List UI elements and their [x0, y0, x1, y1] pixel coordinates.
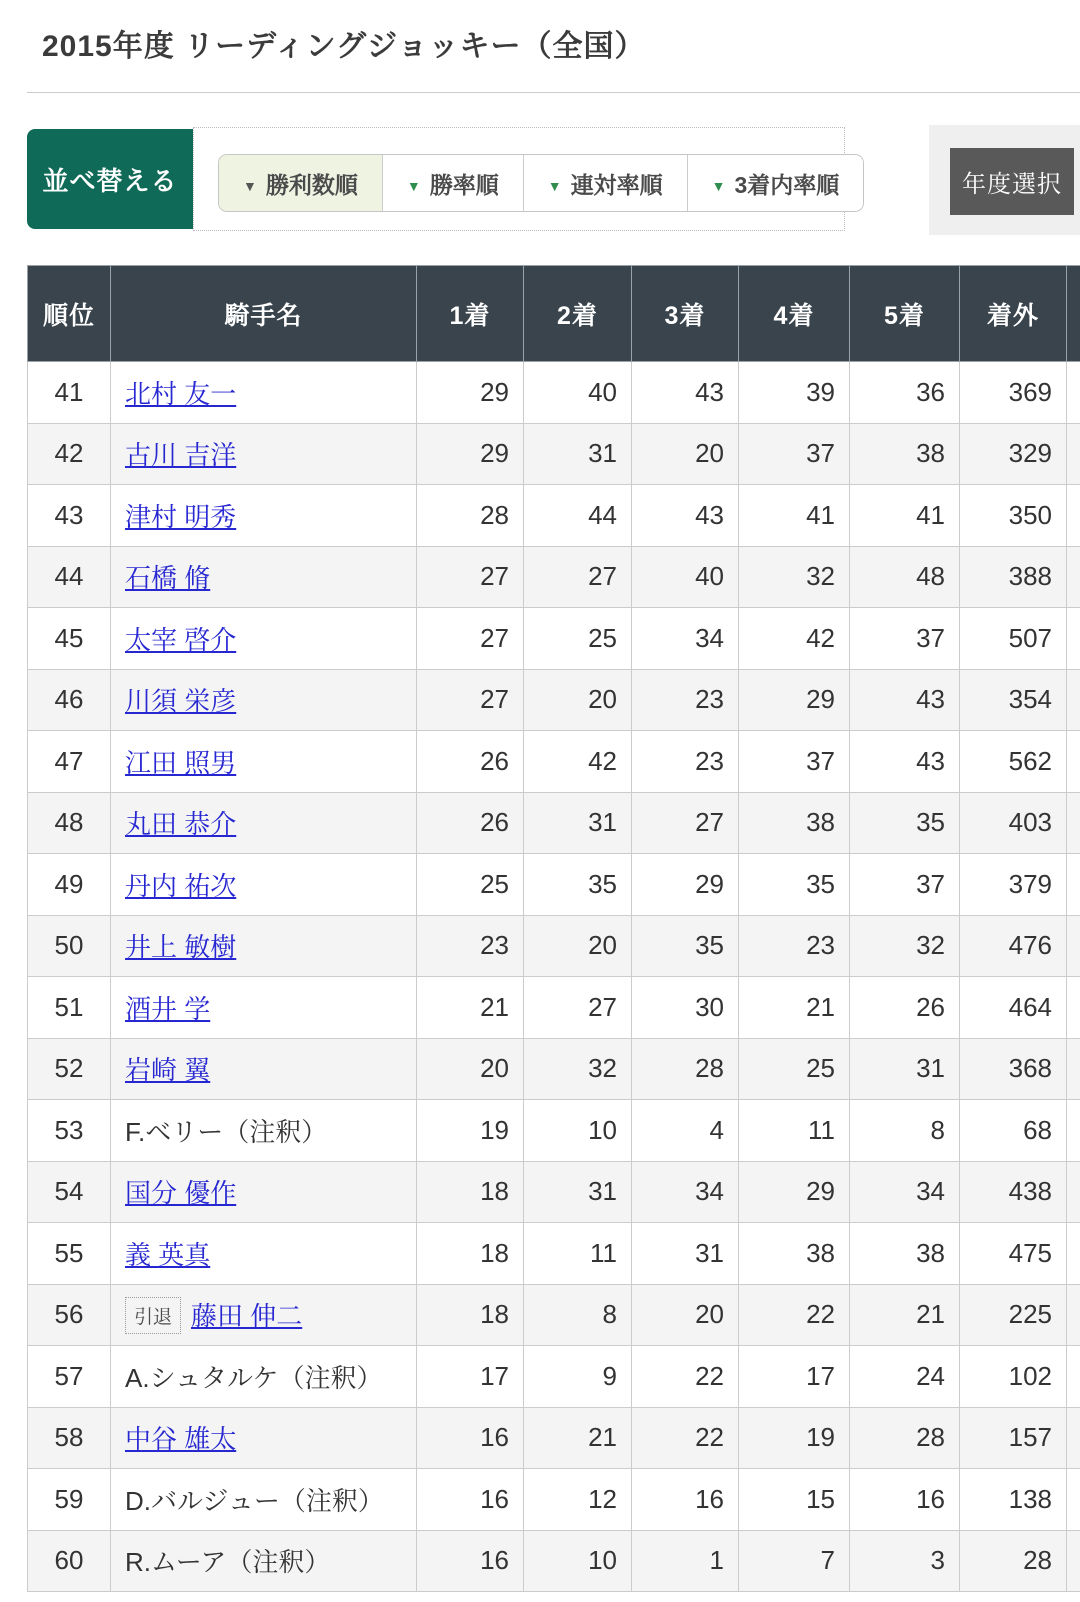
- stat-cell: 22: [632, 1346, 739, 1408]
- jockey-link[interactable]: 津村 明秀: [125, 501, 237, 532]
- stat-cell: 23: [739, 915, 850, 977]
- stat-cell: 23: [632, 731, 739, 793]
- stat-cell: 15: [739, 1469, 850, 1531]
- sort-button-win-rate[interactable]: [382, 155, 523, 211]
- cutoff-cell: [1067, 792, 1080, 854]
- table-row: [28, 1100, 1080, 1162]
- jockey-link[interactable]: 石橋 脩: [125, 563, 211, 594]
- table-row: [28, 485, 1080, 547]
- sort-button-show-rate[interactable]: [687, 155, 864, 211]
- stat-cell: 41: [850, 485, 960, 547]
- stat-cell: 26: [417, 731, 524, 793]
- jockey-link[interactable]: 古川 吉洋: [125, 440, 237, 471]
- stat-cell: 29: [739, 1161, 850, 1223]
- table-row: [28, 362, 1080, 424]
- sort-button-label: 連対率順: [570, 171, 663, 198]
- stat-cell: 30: [632, 977, 739, 1039]
- stat-cell: 12: [524, 1469, 632, 1531]
- jockey-name-cell: [111, 669, 417, 731]
- stat-cell: 32: [524, 1038, 632, 1100]
- table-row: [28, 1346, 1080, 1408]
- sort-button-label: 勝率順: [429, 171, 499, 198]
- cutoff-cell: [1067, 854, 1080, 916]
- stat-cell: 26: [850, 977, 960, 1039]
- jockey-link[interactable]: 国分 優作: [125, 1178, 237, 1209]
- stat-cell: 354: [960, 669, 1067, 731]
- stat-cell: 40: [632, 546, 739, 608]
- stat-cell: 225: [960, 1284, 1067, 1346]
- table-row: [28, 1530, 1080, 1592]
- stat-cell: 38: [850, 423, 960, 485]
- stat-cell: 42: [739, 608, 850, 670]
- stat-cell: 157: [960, 1407, 1067, 1469]
- jockey-name-cell: [111, 546, 417, 608]
- jockey-name-cell: [111, 731, 417, 793]
- jockey-link[interactable]: 江田 照男: [125, 747, 237, 778]
- stat-cell: 27: [417, 546, 524, 608]
- sort-bar: [27, 127, 1080, 234]
- stat-cell: 507: [960, 608, 1067, 670]
- jockey-link[interactable]: 北村 友一: [125, 378, 237, 409]
- rank-cell: 55: [28, 1223, 111, 1285]
- stat-cell: 38: [739, 792, 850, 854]
- rank-cell: 60: [28, 1530, 111, 1592]
- stat-cell: 16: [632, 1469, 739, 1531]
- stat-cell: 31: [524, 792, 632, 854]
- sort-button-label: 3着内率順: [734, 171, 840, 198]
- stat-cell: 40: [524, 362, 632, 424]
- ranking-table-body: [28, 362, 1080, 1592]
- jockey-link[interactable]: 義 英真: [125, 1239, 211, 1270]
- stat-cell: 379: [960, 854, 1067, 916]
- cutoff-cell: [1067, 546, 1080, 608]
- stat-cell: 29: [417, 362, 524, 424]
- stat-cell: 18: [417, 1223, 524, 1285]
- jockey-link[interactable]: 太宰 啓介: [125, 624, 237, 655]
- stat-cell: 23: [417, 915, 524, 977]
- stat-cell: 17: [739, 1346, 850, 1408]
- jockey-name-cell: [111, 1469, 417, 1531]
- stat-cell: 3: [850, 1530, 960, 1592]
- cutoff-cell: [1067, 1469, 1080, 1531]
- table-row: [28, 1223, 1080, 1285]
- retired-badge: 引退: [125, 1297, 181, 1334]
- rank-cell: 57: [28, 1346, 111, 1408]
- cutoff-cell: [1067, 1530, 1080, 1592]
- table-row: [28, 1469, 1080, 1531]
- stat-cell: 24: [850, 1346, 960, 1408]
- jockey-link[interactable]: 丸田 恭介: [125, 809, 237, 840]
- rank-cell: 47: [28, 731, 111, 793]
- stat-cell: 25: [739, 1038, 850, 1100]
- cutoff-cell: [1067, 1038, 1080, 1100]
- stat-cell: 38: [739, 1223, 850, 1285]
- rank-cell: 45: [28, 608, 111, 670]
- stat-cell: 4: [632, 1100, 739, 1162]
- jockey-name-cell: [111, 362, 417, 424]
- table-row: [28, 731, 1080, 793]
- stat-cell: 17: [417, 1346, 524, 1408]
- jockey-name-text: A.シュタルケ（注釈）: [125, 1362, 383, 1393]
- rank-cell: 49: [28, 854, 111, 916]
- header-jockey-name: 騎手名: [111, 266, 417, 362]
- jockey-name-cell: [111, 485, 417, 547]
- stat-cell: 25: [524, 608, 632, 670]
- stat-cell: 21: [417, 977, 524, 1039]
- stat-cell: 388: [960, 546, 1067, 608]
- stat-cell: 28: [960, 1530, 1067, 1592]
- stat-cell: 39: [739, 362, 850, 424]
- sort-button-group: [218, 154, 864, 212]
- table-row: [28, 977, 1080, 1039]
- stat-cell: 18: [417, 1284, 524, 1346]
- stat-cell: 32: [850, 915, 960, 977]
- rank-cell: 52: [28, 1038, 111, 1100]
- table-row: [28, 792, 1080, 854]
- rank-cell: 53: [28, 1100, 111, 1162]
- stat-cell: 16: [417, 1530, 524, 1592]
- jockey-name-cell: [111, 854, 417, 916]
- jockey-name-cell: [111, 1161, 417, 1223]
- sort-button-wins[interactable]: [219, 155, 382, 211]
- header-unplaced: 着外: [960, 266, 1067, 362]
- stat-cell: 23: [632, 669, 739, 731]
- header-3rd: 3着: [632, 266, 739, 362]
- jockey-name-cell: [111, 1346, 417, 1408]
- cutoff-cell: [1067, 977, 1080, 1039]
- stat-cell: 20: [632, 423, 739, 485]
- rank-cell: 48: [28, 792, 111, 854]
- jockey-name-cell: [111, 608, 417, 670]
- stat-cell: 35: [524, 854, 632, 916]
- jockey-name-cell: [111, 423, 417, 485]
- stat-cell: 7: [739, 1530, 850, 1592]
- triangle-down-icon: [243, 170, 257, 197]
- rank-cell: 44: [28, 546, 111, 608]
- stat-cell: 43: [850, 731, 960, 793]
- stat-cell: 35: [632, 915, 739, 977]
- cutoff-cell: [1067, 362, 1080, 424]
- rank-cell: 56: [28, 1284, 111, 1346]
- stat-cell: 41: [739, 485, 850, 547]
- stat-cell: 29: [632, 854, 739, 916]
- stat-cell: 20: [632, 1284, 739, 1346]
- stat-cell: 37: [739, 731, 850, 793]
- jockey-name-cell: [111, 1038, 417, 1100]
- stat-cell: 48: [850, 546, 960, 608]
- stat-cell: 38: [850, 1223, 960, 1285]
- stat-cell: 36: [850, 362, 960, 424]
- jockey-link[interactable]: 酒井 学: [125, 993, 211, 1024]
- stat-cell: 43: [850, 669, 960, 731]
- table-row: [28, 669, 1080, 731]
- table-row: [28, 1407, 1080, 1469]
- sort-button-quinella-rate[interactable]: [523, 155, 687, 211]
- stat-cell: 16: [850, 1469, 960, 1531]
- stat-cell: 22: [632, 1407, 739, 1469]
- table-row: [28, 423, 1080, 485]
- jockey-name-cell: [111, 1223, 417, 1285]
- stat-cell: 44: [524, 485, 632, 547]
- jockey-name-cell: [111, 977, 417, 1039]
- stat-cell: 43: [632, 362, 739, 424]
- stat-cell: 22: [739, 1284, 850, 1346]
- rank-cell: 54: [28, 1161, 111, 1223]
- stat-cell: 28: [632, 1038, 739, 1100]
- jockey-link[interactable]: 井上 敏樹: [125, 932, 237, 963]
- stat-cell: 9: [524, 1346, 632, 1408]
- stat-cell: 34: [632, 1161, 739, 1223]
- header-1st: 1着: [417, 266, 524, 362]
- jockey-link[interactable]: 中谷 雄太: [125, 1424, 237, 1455]
- cutoff-cell: [1067, 1284, 1080, 1346]
- header-2nd: 2着: [524, 266, 632, 362]
- stat-cell: 35: [850, 792, 960, 854]
- rank-cell: 59: [28, 1469, 111, 1531]
- stat-cell: 464: [960, 977, 1067, 1039]
- jockey-name-text: D.バルジュー（注釈）: [125, 1485, 384, 1516]
- cutoff-cell: [1067, 485, 1080, 547]
- stat-cell: 1: [632, 1530, 739, 1592]
- stat-cell: 8: [850, 1100, 960, 1162]
- stat-cell: 26: [417, 792, 524, 854]
- stat-cell: 138: [960, 1469, 1067, 1531]
- stat-cell: 31: [632, 1223, 739, 1285]
- stat-cell: 21: [850, 1284, 960, 1346]
- cutoff-cell: [1067, 1407, 1080, 1469]
- jockey-link[interactable]: 藤田 伸二: [191, 1300, 303, 1331]
- title-divider: [27, 92, 1080, 93]
- rank-cell: 51: [28, 977, 111, 1039]
- stat-cell: 37: [850, 854, 960, 916]
- stat-cell: 21: [739, 977, 850, 1039]
- ranking-table: [27, 265, 1080, 1592]
- header-cutoff-column: [1067, 266, 1080, 362]
- stat-cell: 438: [960, 1161, 1067, 1223]
- stat-cell: 369: [960, 362, 1067, 424]
- stat-cell: 368: [960, 1038, 1067, 1100]
- cutoff-cell: [1067, 608, 1080, 670]
- stat-cell: 11: [524, 1223, 632, 1285]
- stat-cell: 35: [739, 854, 850, 916]
- stat-cell: 28: [850, 1407, 960, 1469]
- jockey-name-text: F.ベリー（注釈）: [125, 1116, 328, 1147]
- stat-cell: 31: [850, 1038, 960, 1100]
- table-row: [28, 915, 1080, 977]
- stat-cell: 25: [417, 854, 524, 916]
- stat-cell: 562: [960, 731, 1067, 793]
- stat-cell: 20: [524, 669, 632, 731]
- jockey-link[interactable]: 岩崎 翼: [125, 1055, 211, 1086]
- table-row: [28, 608, 1080, 670]
- stat-cell: 8: [524, 1284, 632, 1346]
- rank-cell: 42: [28, 423, 111, 485]
- table-header-row: [28, 266, 1080, 362]
- jockey-name-cell: [111, 792, 417, 854]
- jockey-name-cell: [111, 1530, 417, 1592]
- rank-cell: 43: [28, 485, 111, 547]
- header-rank: 順位: [28, 266, 111, 362]
- table-row: [28, 854, 1080, 916]
- stat-cell: 102: [960, 1346, 1067, 1408]
- triangle-down-icon: [407, 170, 421, 197]
- sort-label: 並べ替える: [27, 129, 193, 229]
- jockey-link[interactable]: 川須 栄彦: [125, 686, 237, 717]
- rank-cell: 46: [28, 669, 111, 731]
- cutoff-cell: [1067, 915, 1080, 977]
- year-select-button[interactable]: 年度選択: [950, 148, 1074, 215]
- stat-cell: 37: [850, 608, 960, 670]
- stat-cell: 10: [524, 1530, 632, 1592]
- jockey-link[interactable]: 丹内 祐次: [125, 870, 237, 901]
- sort-button-label: 勝利数順: [265, 171, 358, 198]
- stat-cell: 403: [960, 792, 1067, 854]
- triangle-down-icon: [548, 170, 562, 197]
- stat-cell: 20: [524, 915, 632, 977]
- stat-cell: 329: [960, 423, 1067, 485]
- rank-cell: 58: [28, 1407, 111, 1469]
- stat-cell: 28: [417, 485, 524, 547]
- jockey-name-cell: [111, 1100, 417, 1162]
- stat-cell: 43: [632, 485, 739, 547]
- stat-cell: 29: [417, 423, 524, 485]
- stat-cell: 31: [524, 423, 632, 485]
- stat-cell: 16: [417, 1469, 524, 1531]
- rank-cell: 41: [28, 362, 111, 424]
- stat-cell: 11: [739, 1100, 850, 1162]
- stat-cell: 27: [524, 977, 632, 1039]
- ranking-table-viewport: [27, 265, 1080, 1592]
- stat-cell: 21: [524, 1407, 632, 1469]
- table-row: [28, 1038, 1080, 1100]
- stat-cell: 27: [632, 792, 739, 854]
- jockey-name-cell: [111, 1284, 417, 1346]
- stat-cell: 68: [960, 1100, 1067, 1162]
- stat-cell: 31: [524, 1161, 632, 1223]
- cutoff-cell: [1067, 669, 1080, 731]
- triangle-down-icon: [712, 170, 726, 197]
- stat-cell: 10: [524, 1100, 632, 1162]
- stat-cell: 350: [960, 485, 1067, 547]
- rank-cell: 50: [28, 915, 111, 977]
- stat-cell: 19: [739, 1407, 850, 1469]
- cutoff-cell: [1067, 1346, 1080, 1408]
- cutoff-cell: [1067, 731, 1080, 793]
- table-row: [28, 1284, 1080, 1346]
- header-5th: 5着: [850, 266, 960, 362]
- year-select-container: [929, 125, 1080, 235]
- stat-cell: 29: [739, 669, 850, 731]
- stat-cell: 475: [960, 1223, 1067, 1285]
- stat-cell: 34: [850, 1161, 960, 1223]
- stat-cell: 37: [739, 423, 850, 485]
- stat-cell: 20: [417, 1038, 524, 1100]
- jockey-name-cell: [111, 915, 417, 977]
- header-4th: 4着: [739, 266, 850, 362]
- stat-cell: 42: [524, 731, 632, 793]
- table-row: [28, 1161, 1080, 1223]
- cutoff-cell: [1067, 1161, 1080, 1223]
- table-row: [28, 546, 1080, 608]
- sort-options-container: [193, 127, 845, 231]
- page-title: 2015年度 リーディングジョッキー（全国）: [42, 30, 646, 63]
- stat-cell: 34: [632, 608, 739, 670]
- stat-cell: 18: [417, 1161, 524, 1223]
- stat-cell: 27: [417, 608, 524, 670]
- jockey-name-text: R.ムーア（注釈）: [125, 1547, 331, 1578]
- stat-cell: 27: [524, 546, 632, 608]
- cutoff-cell: [1067, 1100, 1080, 1162]
- stat-cell: 19: [417, 1100, 524, 1162]
- cutoff-cell: [1067, 423, 1080, 485]
- stat-cell: 32: [739, 546, 850, 608]
- stat-cell: 27: [417, 669, 524, 731]
- stat-cell: 16: [417, 1407, 524, 1469]
- cutoff-cell: [1067, 1223, 1080, 1285]
- jockey-name-cell: [111, 1407, 417, 1469]
- stat-cell: 476: [960, 915, 1067, 977]
